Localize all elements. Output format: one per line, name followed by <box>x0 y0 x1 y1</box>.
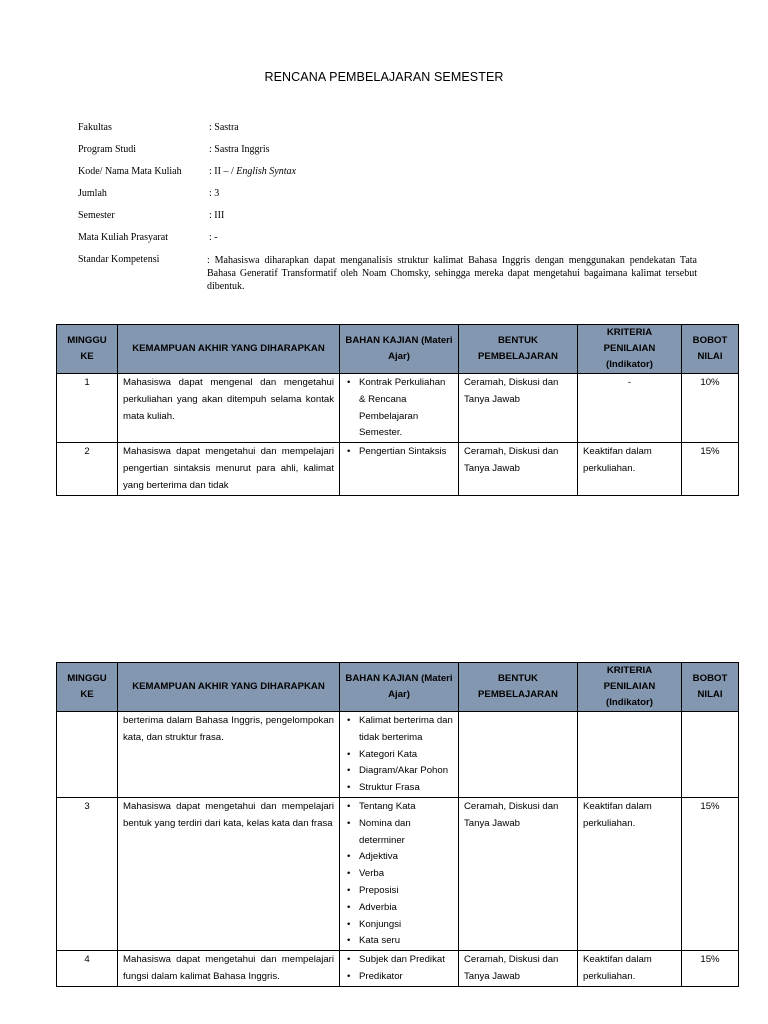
bahan-item: • Subjek dan Predikat <box>359 952 453 969</box>
bahan-item: • Pengertian Sintaksis <box>359 444 453 461</box>
header-bobot: BOBOT NILAI <box>682 663 739 712</box>
bahan-item: • Adverbia <box>359 900 453 917</box>
cell-bobot: 15% <box>682 443 739 495</box>
cell-kriteria: Keaktifan dalam perkuliahan. <box>578 443 682 495</box>
cell-minggu <box>57 712 118 798</box>
cell-bentuk: Ceramah, Diskusi dan Tanya Jawab <box>459 951 578 987</box>
header-bentuk: BENTUK PEMBELAJARAN <box>459 325 578 374</box>
cell-bahan-kajian <box>340 712 459 798</box>
rps-table-page-2 <box>56 662 739 987</box>
table-row <box>57 712 739 798</box>
info-value: : III <box>209 210 225 221</box>
rps-table-page-1 <box>56 324 739 496</box>
table-row <box>57 951 739 987</box>
info-label: Standar Kompetensi <box>78 254 160 265</box>
cell-minggu: 1 <box>57 374 118 443</box>
bahan-item: • Struktur Frasa <box>359 780 453 797</box>
bahan-item: • Kalimat berterima dan tidak berterima <box>359 713 453 747</box>
info-label: Mata Kuliah Prasyarat <box>78 232 168 243</box>
cell-kriteria <box>578 712 682 798</box>
cell-kriteria: Keaktifan dalam perkuliahan. <box>578 951 682 987</box>
bahan-list <box>345 713 453 797</box>
info-value-prefix: : II – / <box>209 166 237 177</box>
cell-kemampuan: Mahasiswa dapat mengetahui dan mempelajari fungsi dalam kalimat Bahasa Inggris. <box>118 951 340 987</box>
bahan-list <box>345 952 453 986</box>
cell-kemampuan: Mahasiswa dapat mengetahui dan mempelajari pengertian sintaksis menurut para ahli, kalimat yang berterima dan tidak <box>118 443 340 495</box>
info-value: : Sastra <box>209 122 239 133</box>
cell-kemampuan: berterima dalam Bahasa Inggris, pengelompokan kata, dan struktur frasa. <box>118 712 340 798</box>
cell-bobot <box>682 712 739 798</box>
table-row <box>57 797 739 950</box>
header-kemampuan: KEMAMPUAN AKHIR YANG DIHARAPKAN <box>118 663 340 712</box>
info-label: Kode/ Nama Mata Kuliah <box>78 166 182 177</box>
cell-bahan-kajian <box>340 374 459 443</box>
bahan-item: • Kategori Kata <box>359 747 453 764</box>
table-header-row <box>57 325 739 374</box>
header-kriteria: KRITERIA PENILAIAN (Indikator) <box>578 663 682 712</box>
cell-kemampuan: Mahasiswa dapat mengetahui dan mempelajari bentuk yang terdiri dari kata, kelas kata dan frasa <box>118 797 340 950</box>
cell-bentuk: Ceramah, Diskusi dan Tanya Jawab <box>459 797 578 950</box>
bahan-item: • Tentang Kata <box>359 799 453 816</box>
cell-bentuk: Ceramah, Diskusi dan Tanya Jawab <box>459 443 578 495</box>
header-kriteria: KRITERIA PENILAIAN (Indikator) <box>578 325 682 374</box>
info-label: Semester <box>78 210 115 221</box>
cell-minggu: 4 <box>57 951 118 987</box>
cell-kriteria: Keaktifan dalam perkuliahan. <box>578 797 682 950</box>
cell-bahan-kajian <box>340 443 459 495</box>
bahan-list <box>345 799 453 950</box>
info-value: : 3 <box>209 188 220 199</box>
bahan-item: • Predikator <box>359 969 453 986</box>
bahan-list <box>345 444 453 461</box>
bahan-item: • Adjektiva <box>359 849 453 866</box>
cell-bobot: 15% <box>682 797 739 950</box>
header-kemampuan: KEMAMPUAN AKHIR YANG DIHARAPKAN <box>118 325 340 374</box>
cell-kriteria: - <box>578 374 682 443</box>
bahan-item: • Diagram/Akar Pohon <box>359 763 453 780</box>
header-bahan: BAHAN KAJIAN (Materi Ajar) <box>340 663 459 712</box>
bahan-list <box>345 375 453 442</box>
bahan-item: • Konjungsi <box>359 917 453 934</box>
cell-bahan-kajian <box>340 797 459 950</box>
table-row <box>57 374 739 443</box>
info-value: : Sastra Inggris <box>209 144 270 155</box>
cell-kemampuan: Mahasiswa dapat mengenal dan mengetahui perkuliahan yang akan ditempuh selama kontak mata kuliah. <box>118 374 340 443</box>
standar-kompetensi-text: : Mahasiswa diharapkan dapat menganalisis struktur kalimat Bahasa Inggris dengan menggunakan pendekatan Tata Bahasa Generatif Transformatif oleh Noam Chomsky, sehingga mereka dapat mengetahui bagaimana kalimat tersebut dibentuk. <box>207 255 697 292</box>
info-value: : - <box>209 232 218 243</box>
course-name: English Syntax <box>236 166 296 177</box>
header-bahan: BAHAN KAJIAN (Materi Ajar) <box>340 325 459 374</box>
info-label: Jumlah <box>78 188 107 199</box>
header-minggu: MINGGU KE <box>57 663 118 712</box>
info-value <box>209 166 296 177</box>
header-bobot: BOBOT NILAI <box>682 325 739 374</box>
cell-bobot: 10% <box>682 374 739 443</box>
bahan-item: • Verba <box>359 866 453 883</box>
header-bentuk: BENTUK PEMBELAJARAN <box>459 663 578 712</box>
bahan-item: • Kata seru <box>359 933 453 950</box>
bahan-item: • Preposisi <box>359 883 453 900</box>
table-row <box>57 443 739 495</box>
info-label: Program Studi <box>78 144 137 155</box>
header-minggu: MINGGU KE <box>57 325 118 374</box>
cell-bentuk <box>459 712 578 798</box>
info-label: Fakultas <box>78 122 112 133</box>
document-title: RENCANA PEMBELAJARAN SEMESTER <box>264 70 504 84</box>
bahan-item: • Kontrak Perkuliahan & Rencana Pembelajaran Semester. <box>359 375 453 442</box>
cell-minggu: 2 <box>57 443 118 495</box>
table-header-row <box>57 663 739 712</box>
cell-minggu: 3 <box>57 797 118 950</box>
cell-bahan-kajian <box>340 951 459 987</box>
cell-bentuk: Ceramah, Diskusi dan Tanya Jawab <box>459 374 578 443</box>
bahan-item: • Nomina dan determiner <box>359 816 453 850</box>
cell-bobot: 15% <box>682 951 739 987</box>
